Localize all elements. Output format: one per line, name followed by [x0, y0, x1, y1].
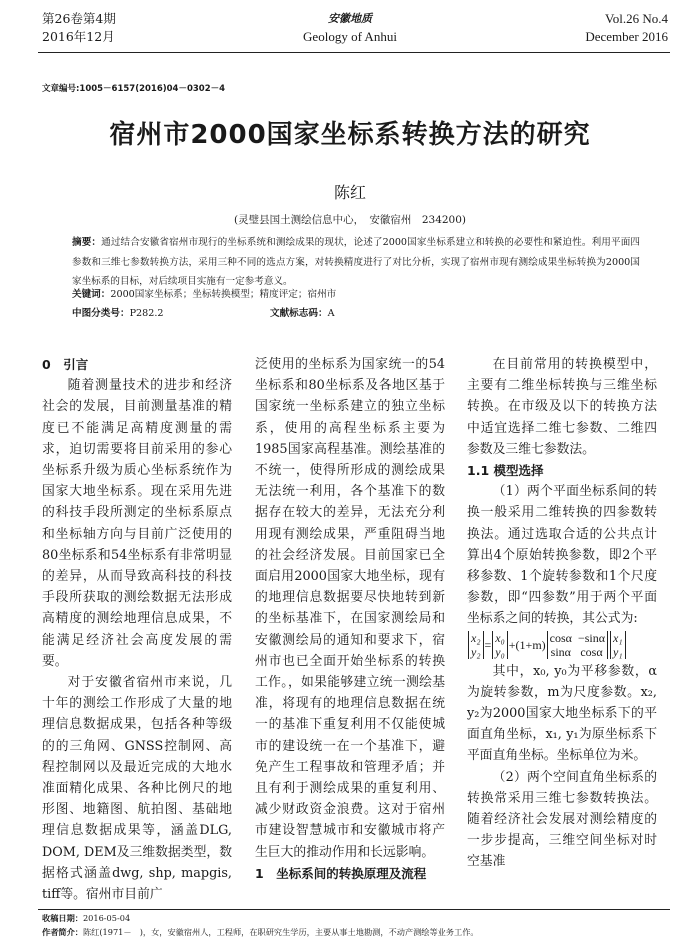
clc-value: P282.2 [129, 308, 164, 319]
four-parameter-paragraph: （1）两个平面坐标系间的转换一般采用二维转换的四参数转换法。通过选取合适的公共点计算出4个原始转换参数，即2个平移参数、1个旋转参数和1个尺度参数，即“四参数”用于两个平面坐标系之间的转换，其公式为: [467, 484, 657, 627]
target-coordinate-vector: x₂ y₂ [468, 631, 484, 659]
abstract-text: 通过结合安徽省宿州市现行的坐标系统和测绘成果的现状，论述了2000国家坐标系建立和转换的必要性和紧迫性。利用平面四参数和三维七参数转换方法，采用三种不同的选点方案，对转换精度进行了对比分析，实现了宿州市现有测绘成果坐标转换为2000国家坐标系的目标，对后续项目实施有一定参考意义。 [72, 237, 640, 288]
equals-sign: = [484, 638, 492, 653]
issue-number-cn: 第26卷第4期 [42, 11, 116, 26]
doc-code-value: A [327, 308, 335, 319]
bio-label: 作者简介： [42, 927, 83, 937]
intro-paragraph-2: 对于安徽省宿州市来说，几十年的测绘工作形成了大量的地理信息数据成果，包括各种等级的的三角网、GNSS控制网、高程控制网以及最近完成的大地水准面精化成果、各种比例尺的地形图、地籍图、航拍图、基础地理信息数据成果等，涵盖DLG, DOM, DEM及三维数据类型，数据格式涵盖dwg, shp, mapgis, tiff等。宿州市目前广 [42, 675, 232, 903]
issue-date-cn: 2016年12月 [42, 29, 115, 44]
column-left [42, 354, 232, 905]
keywords [72, 286, 336, 300]
keywords-text: 2000国家坐标系；坐标转换模型；精度评定；宿州市 [110, 289, 337, 300]
author-affiliation: (灵璧县国土测绘信息中心， 安徽宿州 234200) [233, 214, 467, 226]
received-date [42, 912, 130, 924]
intro-paragraph-2-cont: 泛使用的坐标系为国家统一的54坐标系和80坐标系及各地区基于国家统一坐标系建立的独立坐标系，使用的高程坐标系主要为1985国家高程基准。测绘基准的不统一，使得所形成的测绘成果无法统一利用，各个基准下的数据存在较大的差异，无法充分利用现有测绘成果，严重阻碍当地的社会经济发展。目前国家已全面启用2000国家大地坐标，现有的地理信息数据要尽快地转到新的坐标基准下，在国家测绘局和安徽测绘局的通知和要求下，宿州市也已全面开始坐标系的转换工作。，如果能够建立统一测绘基准，将现有的地理信息数据在统一的基准下重复利用不仅能使城市的建设统一在一个基准下，避免产生工程事故和管理矛盾；并且有利于测绘成果的重复利用、减少财政资金浪费。这对于宿州市建设智慧城市和安徽城市将产生巨大的推动作用和长远影响。 [255, 357, 445, 860]
journal-name-cn: 安徽地质 [328, 12, 372, 25]
issue-info-en [585, 10, 668, 46]
issue-date-en: December 2016 [585, 29, 668, 44]
article-number: 文章编号:1005－6157(2016)04－0302－4 [42, 84, 226, 94]
bio-value: 陈红(1971－ )，女，安徽宿州人，工程师，在职研究生学历，主要从事土地勘测，不动产测绘等业务工作。 [82, 927, 479, 937]
four-parameter-equation [467, 630, 657, 661]
volume-en: Vol.26 No.4 [605, 11, 668, 26]
abstract [72, 233, 640, 292]
paper-title: 宿州市2000国家坐标系转换方法的研究 [109, 120, 591, 150]
footnote-rule [38, 909, 670, 910]
keywords-label: 关键词： [72, 289, 111, 300]
column-middle [255, 354, 445, 884]
section-0-heading: 0 引言 [42, 357, 89, 372]
doc-code-label: 文献标志码： [270, 308, 328, 319]
document-code [270, 305, 335, 319]
scale-term: +(1+m) [508, 638, 546, 653]
author-name: 陈红 [333, 183, 366, 202]
abstract-label: 摘要： [72, 237, 102, 248]
section-1-paragraph: 在目前常用的转换模型中，主要有二维坐标转换与三维坐标转换。在市级及以下的转换方法中适宜选择二维七参数、二维四参数及三维七参数法。 [467, 357, 657, 457]
section-1-heading: 1 坐标系间的转换原理及流程 [255, 865, 427, 881]
source-coordinate-vector: x₁ y₁ [610, 631, 626, 659]
clc-label: 中图分类号： [72, 308, 130, 319]
parameter-explanation: 其中，x₀, y₀为平移参数，α为旋转参数，m为尺度参数。x₂, y₂为2000国家大地坐标系下的平面直角坐标，x₁, y₁为原坐标系下平面直角坐标。坐标单位为米。 [467, 663, 657, 764]
intro-paragraph-1: 随着测量技术的进步和经济社会的发展，目前测量基准的精度已不能满足高精度测量的需求，迫切需要将目前采用的参心坐标系升级为质心坐标系统作为国家大地坐标系。现在采用先进的科技手段所测定的坐标系原点和坐标轴方向与目前广泛使用的80坐标系和54坐标系有非常明显的差异，从而导致高科技的科技手段所获取的测绘数据无法形成高精度的测绘地理信息成果，不能满足经济社会高度发展的需要。 [42, 378, 232, 669]
received-value: 2016-05-04 [82, 913, 131, 923]
section-1-1-heading: 1.1 模型选择 [467, 463, 544, 479]
header-rule [38, 52, 670, 53]
column-right [467, 354, 657, 873]
author-bio [42, 926, 479, 938]
seven-parameter-paragraph: （2）两个空间直角坐标系的转换常采用三维七参数转换法。随着经济社会发展对测绘精度的一步步提高，三维空间坐标对时空基准 [467, 769, 657, 870]
journal-name-en: Geology of Anhui [303, 29, 397, 44]
rotation-matrix: cosα −sinα sinα cosα [547, 631, 608, 659]
received-label: 收稿日期： [42, 913, 83, 923]
clc-number [72, 305, 163, 319]
translation-vector: x₀ y₀ [492, 631, 508, 659]
